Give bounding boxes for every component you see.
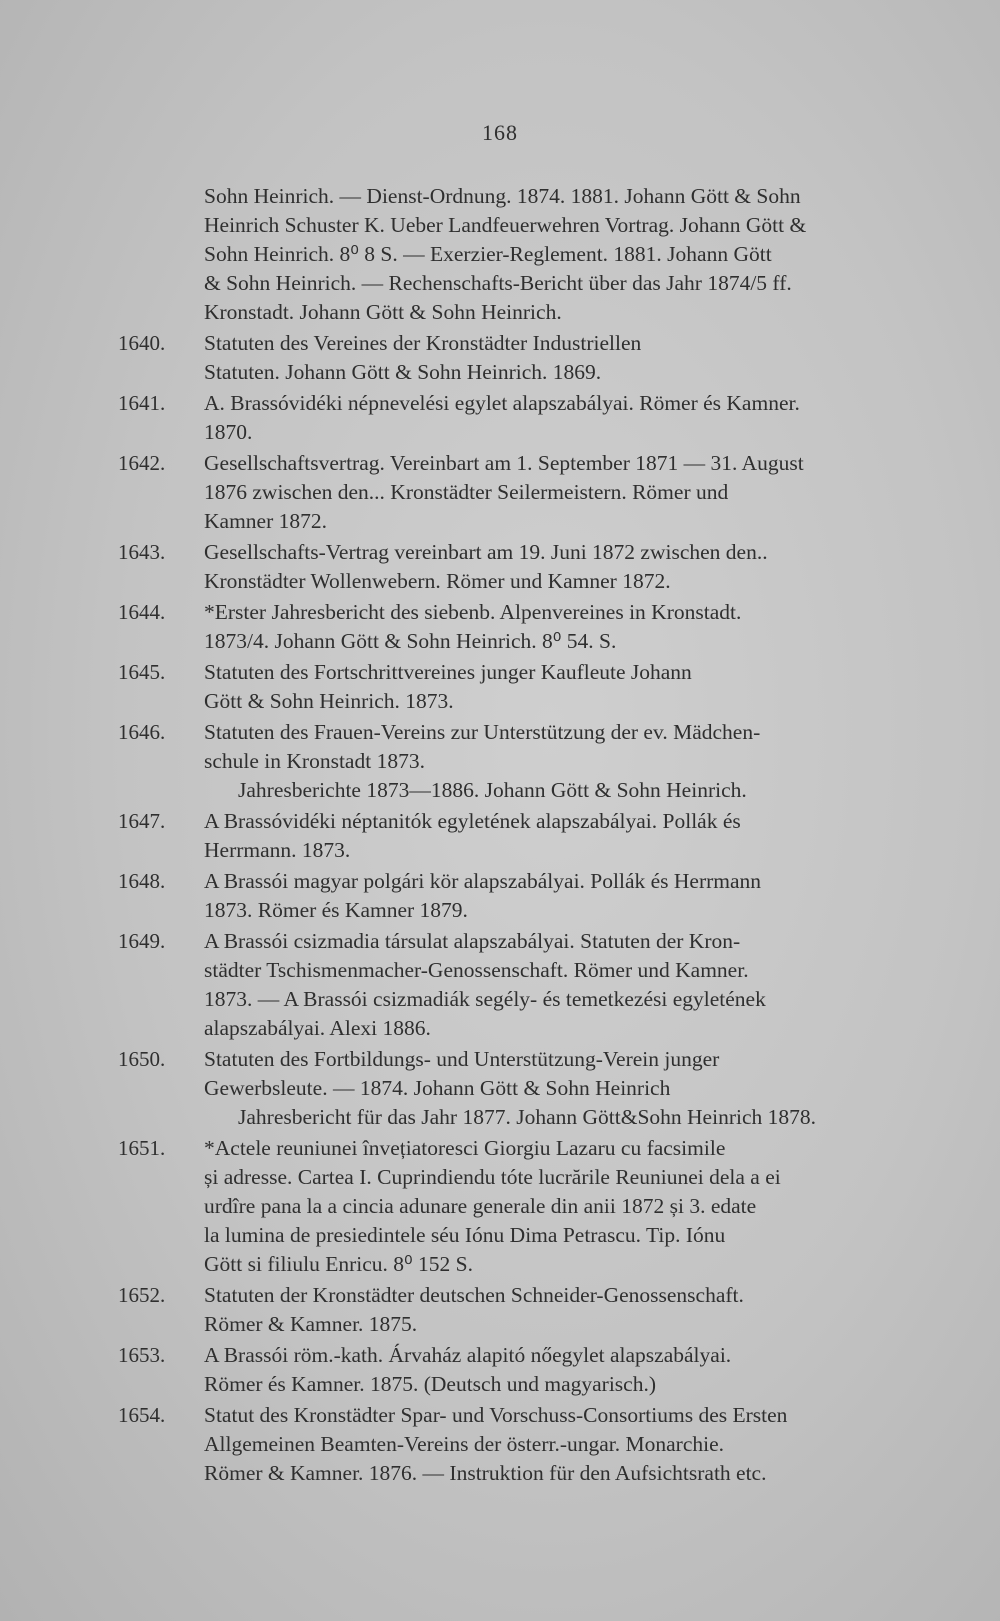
entry-number: 1648. [118, 869, 166, 893]
intro-continuation [118, 182, 936, 327]
page-number: 168 [482, 120, 518, 145]
entry-text-line: städter Tschismenmacher-Genossenschaft. Römer und Kamner. [204, 958, 749, 982]
entry-number: 1647. [118, 809, 166, 833]
text-line: Kronstadt. Johann Gött & Sohn Heinrich. [204, 300, 562, 324]
entry-text-line: urdîre pana la a cincia adunare generale din anii 1872 și 3. edate [204, 1194, 757, 1218]
catalog-entry [118, 658, 936, 716]
entry-text-line: 1873. — A Brassói csizmadiák segély- és temetkezési egyletének [204, 987, 766, 1011]
entry-text-line: A Brassóvidéki néptanitók egyletének alapszabályai. Pollák és [204, 809, 741, 833]
catalog-entry [118, 538, 936, 596]
catalog-entry [118, 807, 936, 865]
entry-text-line: la lumina de presiedintele séu Iónu Dima Petrascu. Tip. Iónu [204, 1223, 726, 1247]
catalog-entry [118, 1045, 936, 1132]
catalog-entry [118, 927, 936, 1043]
entry-number: 1644. [118, 600, 166, 624]
entry-text-line: Jahresbericht für das Jahr 1877. Johann Gött&Sohn Heinrich 1878. [238, 1105, 817, 1129]
entry-text-line: *Actele reuniunei învețiatoresci Giorgiu Lazaru cu facsimile [204, 1136, 726, 1160]
entry-text-line: Statuten des Fortbildungs- und Unterstützung-Verein junger [204, 1047, 720, 1071]
entry-text-line: Römer és Kamner. 1875. (Deutsch und magyarisch.) [204, 1372, 656, 1396]
entry-text-line: Allgemeinen Beamten-Vereins der österr.-ungar. Monarchie. [204, 1432, 724, 1456]
catalog-entry [118, 1134, 936, 1279]
text-line: Sohn Heinrich. 8⁰ 8 S. — Exerzier-Reglement. 1881. Johann Gött [204, 242, 772, 266]
entry-text-line: 1870. [204, 420, 253, 444]
entry-number: 1649. [118, 929, 166, 953]
entry-text-line: Gesellschafts-Vertrag vereinbart am 19. Juni 1872 zwischen den.. [204, 540, 768, 564]
entry-number: 1646. [118, 720, 166, 744]
entry-number: 1652. [118, 1283, 166, 1307]
entry-number: 1654. [118, 1403, 166, 1427]
entry-text-line: alapszabályai. Alexi 1886. [204, 1016, 431, 1040]
entry-text-line: A Brassói csizmadia társulat alapszabályai. Statuten der Kron- [204, 929, 741, 953]
entry-text-line: A. Brassóvidéki népnevelési egylet alapszabályai. Römer és Kamner. [204, 391, 800, 415]
catalog-entry [118, 718, 936, 805]
entry-text-line: 1873/4. Johann Gött & Sohn Heinrich. 8⁰ 54. S. [204, 629, 617, 653]
entry-number: 1640. [118, 331, 166, 355]
entry-number: 1642. [118, 451, 166, 475]
entry-text-line: Kamner 1872. [204, 509, 327, 533]
entry-text-line: schule in Kronstadt 1873. [204, 749, 425, 773]
entry-text-line: *Erster Jahresbericht des siebenb. Alpenvereines in Kronstadt. [204, 600, 742, 624]
entry-text-line: Statuten des Vereines der Kronstädter Industriellen [204, 331, 642, 355]
entry-text-line: și adresse. Cartea I. Cuprindiendu tóte lucrările Reuniunei dela a ei [204, 1165, 781, 1189]
entry-text-line: 1876 zwischen den... Kronstädter Seilermeistern. Römer und [204, 480, 729, 504]
catalog-entry [118, 867, 936, 925]
entry-number: 1641. [118, 391, 166, 415]
entry-number: 1650. [118, 1047, 166, 1071]
entry-list [118, 329, 936, 1488]
entry-number: 1643. [118, 540, 166, 564]
catalog-entry [118, 598, 936, 656]
entry-text-line: Jahresberichte 1873—1886. Johann Gött & Sohn Heinrich. [238, 778, 747, 802]
text-line: Sohn Heinrich. — Dienst-Ordnung. 1874. 1881. Johann Gött & Sohn [204, 184, 801, 208]
entry-text-line: Römer & Kamner. 1876. — Instruktion für den Aufsichtsrath etc. [204, 1461, 767, 1485]
catalog-entry [118, 1401, 936, 1488]
entry-text-line: 1873. Römer és Kamner 1879. [204, 898, 468, 922]
entry-text-line: Gesellschaftsvertrag. Vereinbart am 1. September 1871 — 31. August [204, 451, 804, 475]
entry-text-line: Herrmann. 1873. [204, 838, 351, 862]
catalog-entry [118, 1341, 936, 1399]
entry-text-line: A Brassói röm.-kath. Árvaház alapitó nőegylet alapszabályai. [204, 1343, 732, 1367]
entry-text-line: Römer & Kamner. 1875. [204, 1312, 418, 1336]
entry-text-line: Kronstädter Wollenwebern. Römer und Kamner 1872. [204, 569, 671, 593]
catalog-entries [118, 182, 936, 1490]
text-line: Heinrich Schuster K. Ueber Landfeuerwehren Vortrag. Johann Gött & [204, 213, 807, 237]
catalog-entry [118, 1281, 936, 1339]
entry-text-line: Statuten des Fortschrittvereines junger Kaufleute Johann [204, 660, 692, 684]
catalog-entry [118, 449, 936, 536]
entry-text-line: Statuten. Johann Gött & Sohn Heinrich. 1869. [204, 360, 602, 384]
entry-number: 1645. [118, 660, 166, 684]
entry-text-line: Statuten der Kronstädter deutschen Schneider-Genossenschaft. [204, 1283, 744, 1307]
entry-text-line: Gewerbsleute. — 1874. Johann Gött & Sohn Heinrich [204, 1076, 671, 1100]
entry-text-line: Gött & Sohn Heinrich. 1873. [204, 689, 454, 713]
entry-text-line: Statuten des Frauen-Vereins zur Unterstützung der ev. Mädchen- [204, 720, 761, 744]
entry-text-line: A Brassói magyar polgári kör alapszabályai. Pollák és Herrmann [204, 869, 762, 893]
entry-text-line: Gött si filiulu Enricu. 8⁰ 152 S. [204, 1252, 474, 1276]
catalog-entry [118, 389, 936, 447]
entry-text-line: Statut des Kronstädter Spar- und Vorschuss-Consortiums des Ersten [204, 1403, 788, 1427]
entry-number: 1653. [118, 1343, 166, 1367]
text-line: & Sohn Heinrich. — Rechenschafts-Bericht über das Jahr 1874/5 ff. [204, 271, 792, 295]
entry-number: 1651. [118, 1136, 166, 1160]
catalog-entry [118, 329, 936, 387]
